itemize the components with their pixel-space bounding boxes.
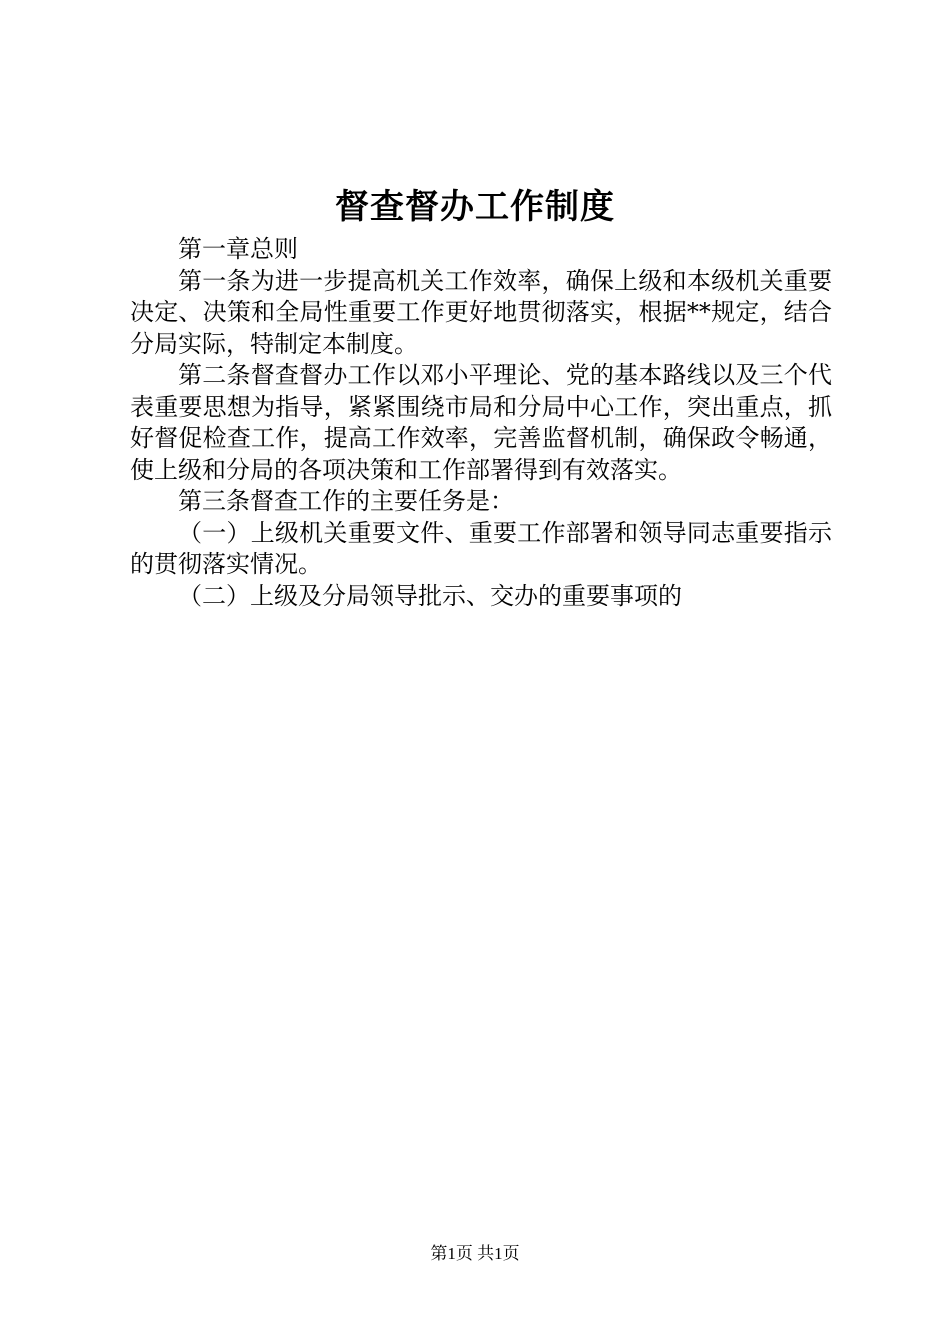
chapter-heading: 第一章总则 bbox=[178, 235, 298, 263]
document-body bbox=[130, 234, 832, 612]
article-3-paragraph: 第三条督查工作的主要任务是： bbox=[178, 487, 514, 515]
article-2-paragraph: 第二条督查督办工作以邓小平理论、党的基本路线以及三个代表重要思想为指导，紧紧围绕市局和分局中心工作，突出重点，抓好督促检查工作，提高工作效率，完善监督机制，确保政令畅通，使上级和分局的各项决策和工作部署得到有效落实。 bbox=[130, 361, 832, 484]
page-footer: 第1页 共1页 bbox=[430, 1244, 520, 1263]
list-item-1: （一）上级机关重要文件、重要工作部署和领导同志重要指示的贯彻落实情况。 bbox=[130, 518, 832, 578]
document-title: 督查督办工作制度 bbox=[335, 187, 615, 227]
list-item-2: （二）上级及分局领导批示、交办的重要事项的 bbox=[178, 581, 682, 610]
article-1-paragraph: 第一条为进一步提高机关工作效率，确保上级和本级机关重要决定、决策和全局性重要工作更好地贯彻落实，根据**规定，结合分局实际，特制定本制度。 bbox=[130, 266, 832, 358]
